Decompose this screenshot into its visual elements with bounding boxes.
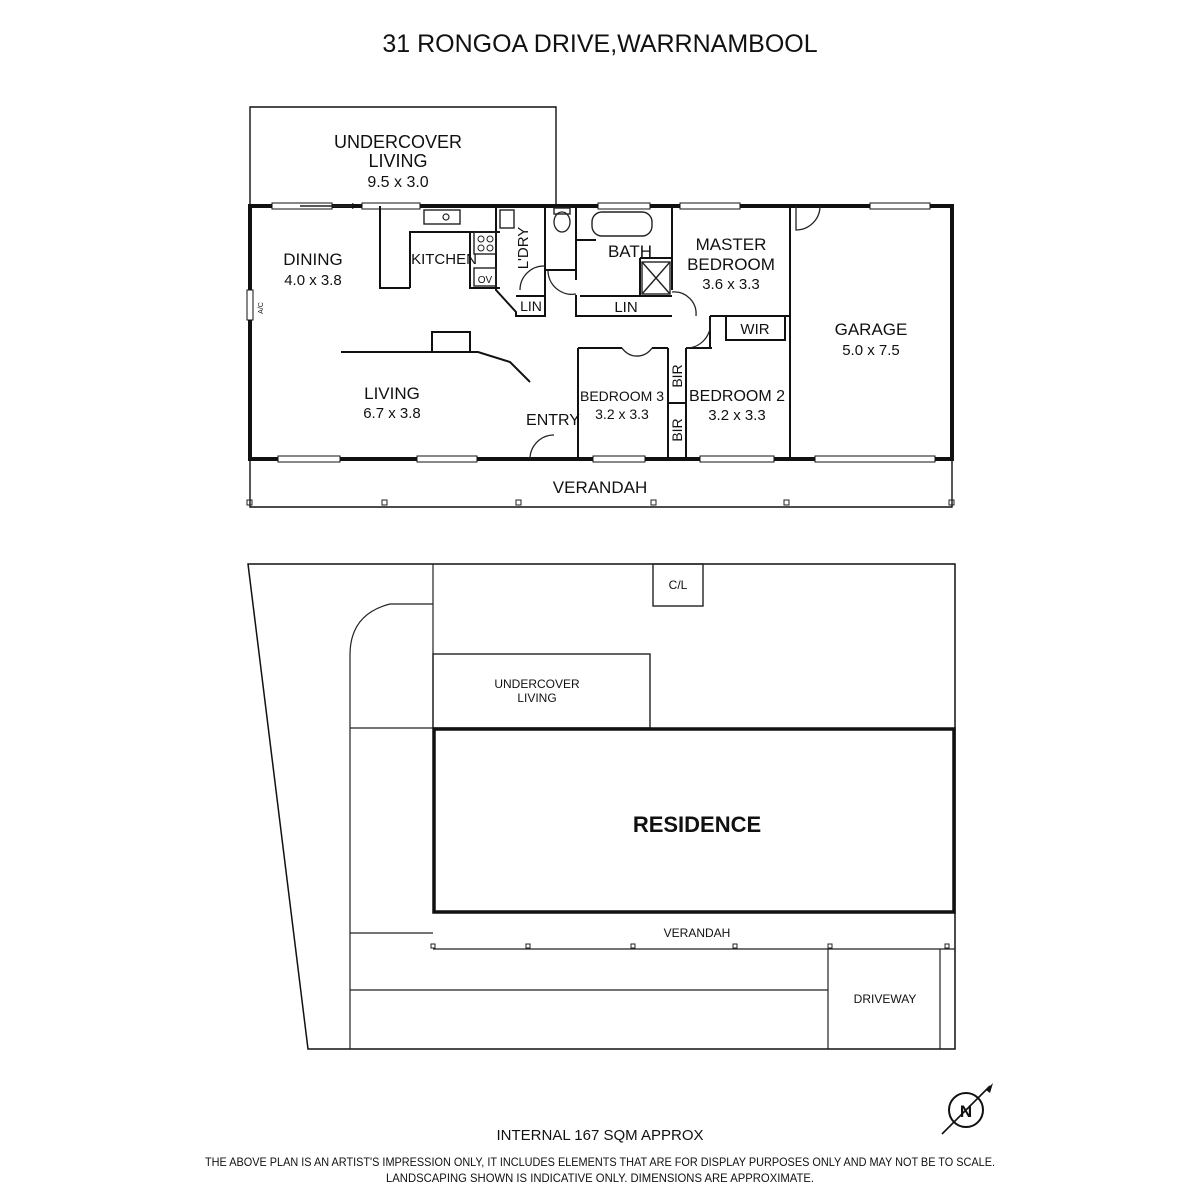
dining-label: DINING [283, 250, 343, 269]
laundry-label: L'DRY [515, 226, 532, 270]
undercover-living-label-1: UNDERCOVER [333, 132, 463, 152]
living-size: 6.7 x 3.8 [363, 405, 421, 422]
bedroom-2-label: BEDROOM 2 [688, 388, 786, 405]
verandah-posts [247, 500, 954, 505]
windows [247, 203, 935, 462]
undercover-living-label-2: LIVING [368, 151, 428, 171]
bedroom-3-size: 3.2 x 3.3 [595, 406, 649, 422]
linen-label-2: LIN [614, 299, 638, 316]
entry-label: ENTRY [526, 412, 580, 429]
master-bedroom-label-2: BEDROOM [687, 255, 775, 274]
disclaimer-line-1: THE ABOVE PLAN IS AN ARTIST'S IMPRESSION ONLY, IT INCLUDES ELEMENTS THAT ARE FOR DISPLAY PURPOSES ONLY AND MAY NOT BE TO SCALE. [205, 1155, 995, 1169]
site-undercover-label-2: LIVING [517, 691, 557, 705]
page-title: 31 RONGOA DRIVE,WARRNAMBOOL [382, 30, 818, 58]
garage-size: 5.0 x 7.5 [842, 342, 900, 359]
site-verandah-label: VERANDAH [663, 926, 731, 940]
clothesline-label: C/L [668, 578, 688, 592]
kitchen-label: KITCHEN [411, 251, 477, 268]
floor-plan [247, 107, 954, 507]
dining-size: 4.0 x 3.8 [284, 272, 342, 289]
bir-label-1: BIR [669, 364, 685, 388]
garage-label: GARAGE [834, 320, 908, 339]
ac-label: A/C [258, 302, 265, 314]
bir-label-2: BIR [669, 418, 685, 442]
wir-label: WIR [740, 321, 770, 338]
driveway-label: DRIVEWAY [853, 992, 917, 1006]
linen-label-1: LIN [520, 298, 542, 314]
compass-north-label: N [959, 1102, 973, 1121]
verandah-label: VERANDAH [552, 478, 648, 497]
oven-label: OV [477, 275, 493, 286]
bath-label: BATH [607, 242, 653, 261]
room-labels [258, 132, 907, 497]
bedroom-3-label: BEDROOM 3 [579, 388, 665, 404]
disclaimer-line-2: LANDSCAPING SHOWN IS INDICATIVE ONLY. DIMENSIONS ARE APPROXIMATE. [386, 1171, 814, 1185]
master-bedroom-size: 3.6 x 3.3 [702, 276, 760, 293]
undercover-living-size: 9.5 x 3.0 [367, 174, 429, 191]
site-boundary [248, 564, 955, 1049]
site-undercover-label-1: UNDERCOVER [494, 677, 580, 691]
living-label: LIVING [364, 384, 420, 403]
north-compass-icon [942, 1083, 993, 1134]
bedroom-2-size: 3.2 x 3.3 [708, 407, 766, 424]
site-plan [248, 564, 955, 1049]
residence-label: RESIDENCE [632, 812, 762, 837]
master-bedroom-label-1: MASTER [695, 235, 767, 254]
internal-area: INTERNAL 167 SQM APPROX [496, 1127, 704, 1144]
